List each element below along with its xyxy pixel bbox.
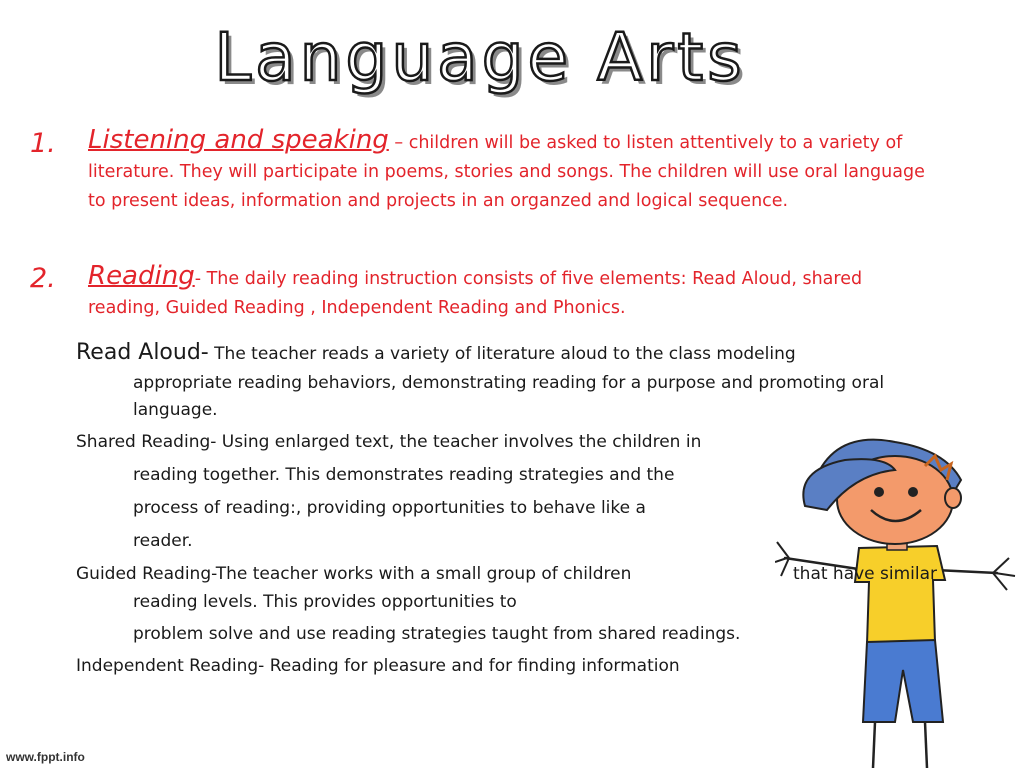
shared-reading-line2: reading together. This demonstrates reading strategies and the xyxy=(133,465,675,485)
shared-reading-line1: Shared Reading- Using enlarged text, the teacher involves the children in xyxy=(76,432,702,452)
read-aloud-text: The teacher reads a variety of literature aloud to the class modeling xyxy=(208,344,796,364)
shared-reading-line4: reader. xyxy=(133,531,193,551)
read-aloud-line2: appropriate reading behaviors, demonstrating reading for a purpose and promoting oral xyxy=(133,373,885,393)
read-aloud-line1 xyxy=(76,340,796,365)
item-2 xyxy=(88,262,988,323)
slide-title: Language Arts xyxy=(214,19,746,96)
guided-reading-line1-tail: that have similar xyxy=(793,564,938,584)
footer-url: www.fppt.info xyxy=(6,750,85,764)
item-1-heading: Listening and speaking xyxy=(88,125,389,155)
item-2-text-line2: reading, Guided Reading , Independent Reading and Phonics. xyxy=(88,298,626,318)
item-1-number: 1. xyxy=(30,128,56,159)
read-aloud-label: Read Aloud- xyxy=(76,340,209,365)
item-1-text-line1: – children will be asked to listen attentively to a variety of xyxy=(388,133,903,153)
item-2-heading: Reading xyxy=(88,261,195,291)
independent-reading-line1: Independent Reading- Reading for pleasure and for finding information xyxy=(76,656,680,676)
guided-reading-line1: Guided Reading-The teacher works with a small group of children xyxy=(76,564,632,584)
item-1-text-line3: to present ideas, information and projects in an organzed and logical sequence. xyxy=(88,191,789,211)
item-2-number: 2. xyxy=(30,263,56,294)
guided-reading-line3: problem solve and use reading strategies taught from shared readings. xyxy=(133,624,741,644)
item-2-text-line1: - The daily reading instruction consists of five elements: Read Aloud, shared xyxy=(194,269,863,289)
shared-reading-line3: process of reading:, providing opportunities to behave like a xyxy=(133,498,646,518)
child-drawing-icon xyxy=(775,430,1024,768)
guided-reading-line2: reading levels. This provides opportunities to xyxy=(133,592,517,612)
read-aloud-line3: language. xyxy=(133,400,218,420)
item-1 xyxy=(88,126,988,216)
item-1-text-line2: literature. They will participate in poems, stories and songs. The children will use oral language xyxy=(88,162,925,182)
